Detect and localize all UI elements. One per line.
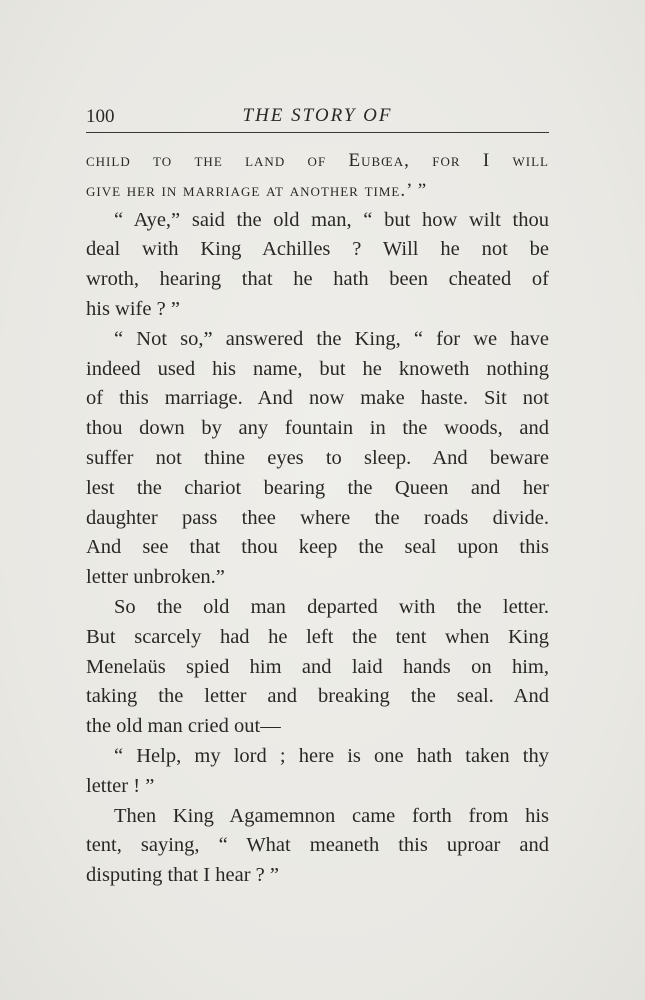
text-line: deal with King Achilles ? Will he not be: [86, 238, 549, 261]
running-title: THE STORY OF: [242, 105, 393, 126]
text-line: letter unbroken.”: [86, 566, 225, 589]
text-line: Menelaüs spied him and laid hands on him,: [86, 655, 549, 678]
text-line: But scarcely had he left the tent when King: [86, 625, 549, 648]
text-line: Then King Agamemnon came forth from his: [114, 804, 549, 827]
text-line: So the old man departed with the letter.: [114, 595, 549, 618]
text-line: wroth, hearing that he hath been cheated of: [86, 268, 549, 291]
page-header: [86, 104, 549, 133]
text-line: thou down by any fountain in the woods, and: [86, 417, 549, 440]
text-line: “ Help, my lord ; here is one hath taken thy: [114, 744, 549, 767]
text-line: give her in marriage at another time.’ ”: [86, 179, 428, 201]
text-line: tent, saying, “ What meaneth this uproar and: [86, 834, 549, 857]
body-text: [86, 146, 549, 891]
text-line: “ Aye,” said the old man, “ but how wilt thou: [114, 208, 549, 231]
text-line: the old man cried out—: [86, 715, 281, 738]
text-line: indeed used his name, but he knoweth nothing: [86, 357, 549, 380]
text-line: taking the letter and breaking the seal. And: [86, 685, 549, 708]
text-line: of this marriage. And now make haste. Sit not: [86, 387, 549, 410]
page-number: 100: [86, 106, 115, 127]
text-line: suffer not thine eyes to sleep. And beware: [86, 446, 549, 469]
text-line: his wife ? ”: [86, 297, 180, 320]
text-line: letter ! ”: [86, 774, 155, 797]
text-line: lest the chariot bearing the Queen and her: [86, 476, 549, 499]
text-line: “ Not so,” answered the King, “ for we have: [114, 327, 549, 350]
text-line: And see that thou keep the seal upon this: [86, 536, 549, 559]
text-line: child to the land of Eubœa, for I will: [86, 150, 549, 171]
text-line: daughter pass thee where the roads divide.: [86, 506, 549, 529]
text-line: disputing that I hear ? ”: [86, 864, 279, 887]
